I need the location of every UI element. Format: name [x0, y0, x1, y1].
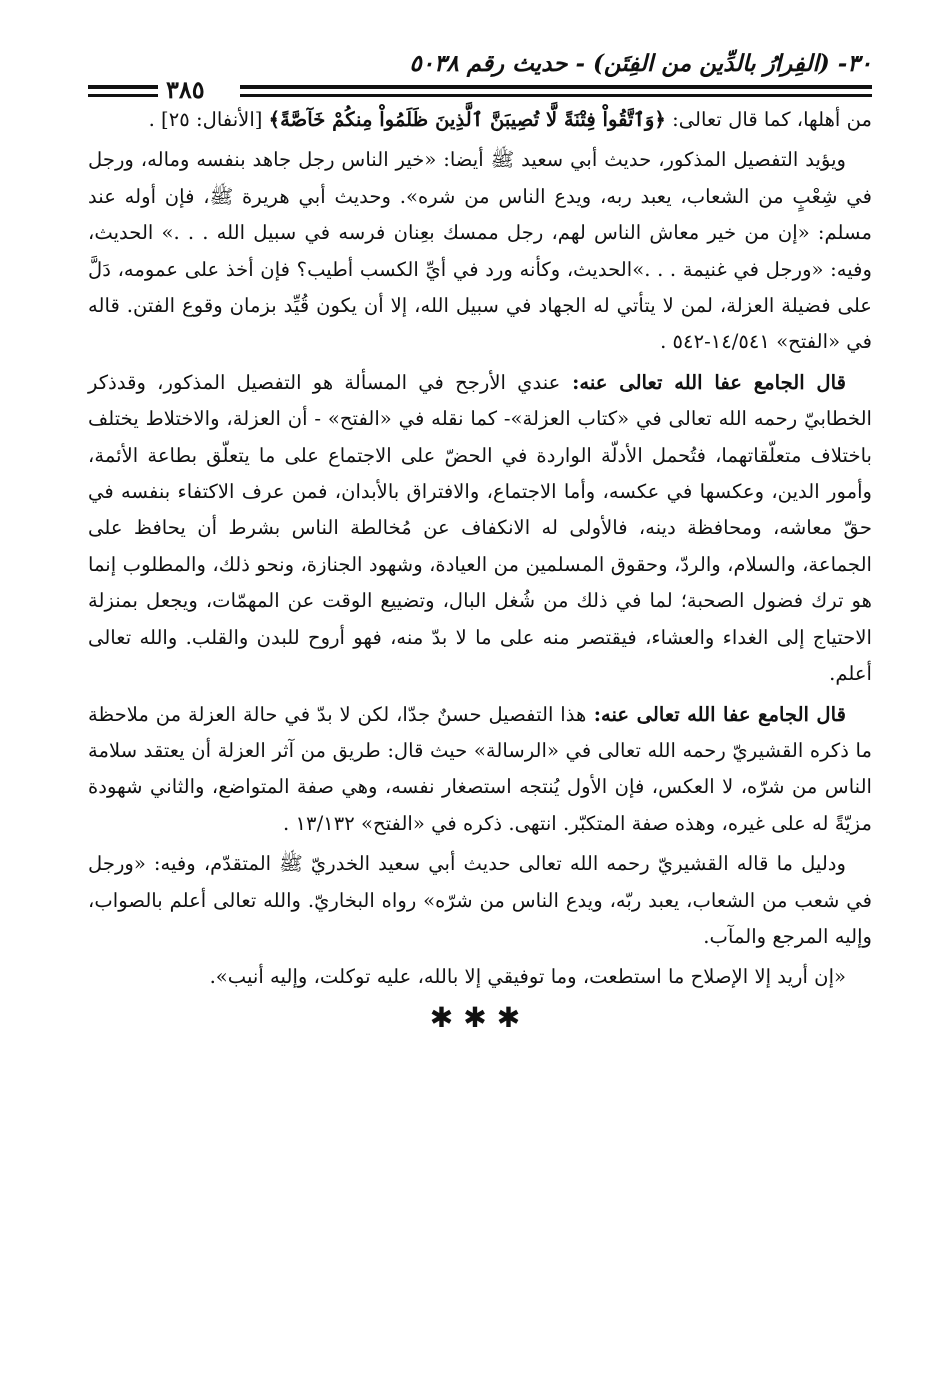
- book-page: [88, 40, 872, 1036]
- paragraph-6: [88, 959, 872, 995]
- paragraph-5: [88, 846, 872, 955]
- header-rule: [88, 85, 158, 89]
- paragraph-2: [88, 142, 872, 360]
- page-number: ٣٨٥: [166, 75, 205, 104]
- header-rule: [88, 94, 158, 97]
- paragraph-text: ويؤيد التفصيل المذكور، حديث أبي سعيد ﷺ أيضا: «خير الناس رجل جاهد بنفسه وماله، ورجل في شِعْبٍ من الشعاب، يعبد ربه، ويدع الناس من شره». وحديث أبي هريرة ﷺ، فإن أوله عند مسلم: «إن من خير معاش الناس لهم، رجل ممسك بعِنان فرسه في سبيل الله . . .» الحديث، وفيه: «ورجل في غنيمة . . .»الحديث، وكأنه ورد في أيِّ الكسب أطيب؟ فإن أخذ على عمومه، دَلَّ على فضيلة العزلة، لمن لا يتأتي له الجهاد في سبيل الله، إلا أن يكون قُيِّد بزمان وقوع الفتن. قاله في «الفتح» ١٤/٥٤١-٥٤٢ .: [88, 148, 872, 354]
- page-body: [88, 102, 872, 1036]
- paragraph-4: [88, 697, 872, 843]
- verse-citation: [الأنفال: ٢٥] .: [148, 108, 269, 131]
- end-ornament: ✱✱✱: [429, 1000, 531, 1034]
- paragraph-text: ودليل ما قاله القشيريّ رحمه الله تعالى حديث أبي سعيد الخدريّ ﷺ المتقدّم، وفيه: «ورجل في شعب من الشعاب، يعبد ربّه، ويدع الناس من شرّه» رواه البخاريّ. والله تعالى أعلم بالصواب، وإليه المرجع والمآب.: [88, 852, 872, 948]
- paragraph-lead: قال الجامع عفا الله تعالى عنه:: [586, 702, 847, 726]
- paragraph-3: [88, 365, 872, 693]
- header-rule: [240, 85, 872, 89]
- paragraph-text: «إن أريد إلا الإصلاح ما استطعت، وما توفيقي إلا بالله، عليه توكلت، وإليه أنيب».: [209, 965, 846, 989]
- paragraph-1: [88, 102, 872, 138]
- paragraph-lead: قال الجامع عفا الله تعالى عنه:: [560, 370, 847, 394]
- chapter-title: ٣٠- (الفِرارُ بالدِّين من الفِتَن) - حديث رقم ٥٠٣٨: [409, 50, 872, 77]
- paragraph-text: عندي الأرجح في المسألة هو التفصيل المذكور، وقدذكر الخطابيّ رحمه الله تعالى في «كتاب العزلة»- كما نقله في «الفتح» - أن العزلة، والاختلاط يختلف باختلاف متعلّقاتهما، فتُحمل الأدلّة الواردة في الحضّ على الاجتماع على ما يتعلّق بطاعة الأئمة، وأمور الدين، وعكسها في عكسه، وأما الاجتماع، والافتراق بالأبدان، فمن عرف الاكتفاء بنفسه في حقّ معاشه، ومحافظة دينه، فالأولى له الانكفاف عن مُخالطة الناس بشرط أن يحافظ على الجماعة، والسلام، والردّ، وحقوق المسلمين من العيادة، وشهود الجنازة، ونحو ذلك، والمطلوب إنما هو ترك فضول الصحبة؛ لما في ذلك من شُغل البال، وتضييع الوقت عن المهمّات، ويجعل بمنزلة الاحتياج إلى الغداء والعشاء، فيقتصر منه على ما لا بدّ منه، فهو أروح للبدن والقلب. والله تعالى أعلم.: [88, 370, 872, 686]
- paragraph-text: هذا التفصيل حسنٌ جدّا، لكن لا بدّ في حالة العزلة من ملاحظة ما ذكره القشيريّ رحمه الله تعالى في «الرسالة» حيث قال: طريق من آثر العزلة أن يعتقد سلامة الناس من شرّه، لا العكس، فإن الأول يُنتجه استصغار نفسه، وهي صفة المتواضع، والثاني شهودة مزيّةً له على غيره، وهذه صفة المتكبّر. انتهى. ذكره في «الفتح» ١٣/١٣٢ .: [88, 702, 872, 835]
- quran-verse: ﴿وَٱتَّقُواْ فِتْنَةً لَّا تُصِيبَنَّ ٱلَّذِينَ ظَلَمُواْ مِنكُمْ خَآصَّةً﴾: [268, 108, 666, 131]
- page-header: [88, 40, 872, 102]
- header-rule: [240, 94, 872, 97]
- paragraph-text: من أهلها، كما قال تعالى:: [665, 108, 872, 131]
